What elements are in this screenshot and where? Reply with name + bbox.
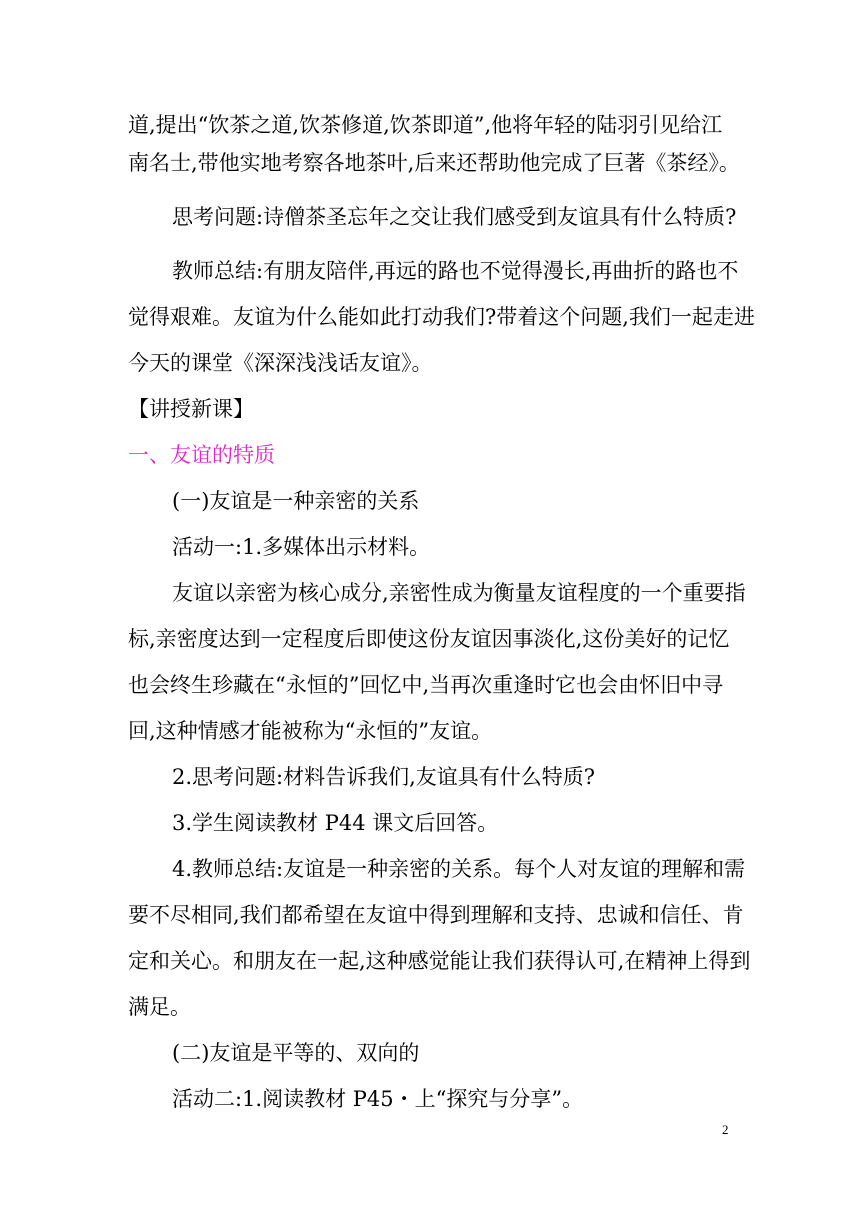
- section-heading: 【讲授新课】: [128, 397, 254, 421]
- text-line: 2.思考问题:材料告诉我们,友谊具有什么特质?: [172, 765, 596, 789]
- text-line: 活动一:1.多媒体出示材料。: [172, 535, 431, 559]
- text-line: 满足。: [128, 995, 191, 1019]
- text-line: 道,提出“饮茶之道,饮茶修道,饮茶即道”,他将年轻的陆羽引见给江: [128, 113, 723, 137]
- subsection-title: (一)友谊是一种亲密的关系: [172, 489, 420, 513]
- text-line: 活动二:1.阅读教材 P45・上“探究与分享”。: [172, 1087, 584, 1111]
- text-line: 南名士,带他实地考察各地茶叶,后来还帮助他完成了巨著《茶经》。: [128, 151, 740, 175]
- text-line: 定和关心。和朋友在一起,这种感觉能让我们获得认可,在精神上得到: [128, 949, 751, 973]
- text-line: 4.教师总结:友谊是一种亲密的关系。每个人对友谊的理解和需: [172, 857, 746, 881]
- text-line: 今天的课堂《深深浅浅话友谊》。: [128, 351, 433, 375]
- text-line: 觉得艰难。友谊为什么能如此打动我们?带着这个问题,我们一起走进: [128, 305, 755, 329]
- text-line: 要不尽相同,我们都希望在友谊中得到理解和支持、忠诚和信任、肯: [128, 903, 744, 927]
- subsection-title: (二)友谊是平等的、双向的: [172, 1041, 420, 1065]
- section-title: 一、友谊的特质: [128, 443, 275, 467]
- text-line: 友谊以亲密为核心成分,亲密性成为衡量友谊程度的一个重要指: [172, 581, 746, 605]
- page-number: 2: [722, 1122, 729, 1137]
- text-line: 也会终生珍藏在“永恒的”回忆中,当再次重逢时它也会由怀旧中寻: [128, 673, 724, 697]
- text-line: 回,这种情感才能被称为“永恒的”友谊。: [128, 719, 493, 743]
- text-line: 思考问题:诗僧茶圣忘年之交让我们感受到友谊具有什么特质?: [172, 205, 737, 229]
- text-line: 3.学生阅读教材 P44 课文后回答。: [172, 811, 499, 835]
- text-line: 标,亲密度达到一定程度后即使这份友谊因事淡化,这份美好的记忆: [128, 627, 730, 651]
- text-line: 教师总结:有朋友陪伴,再远的路也不觉得漫长,再曲折的路也不: [172, 259, 739, 283]
- document-body: [128, 106, 755, 1118]
